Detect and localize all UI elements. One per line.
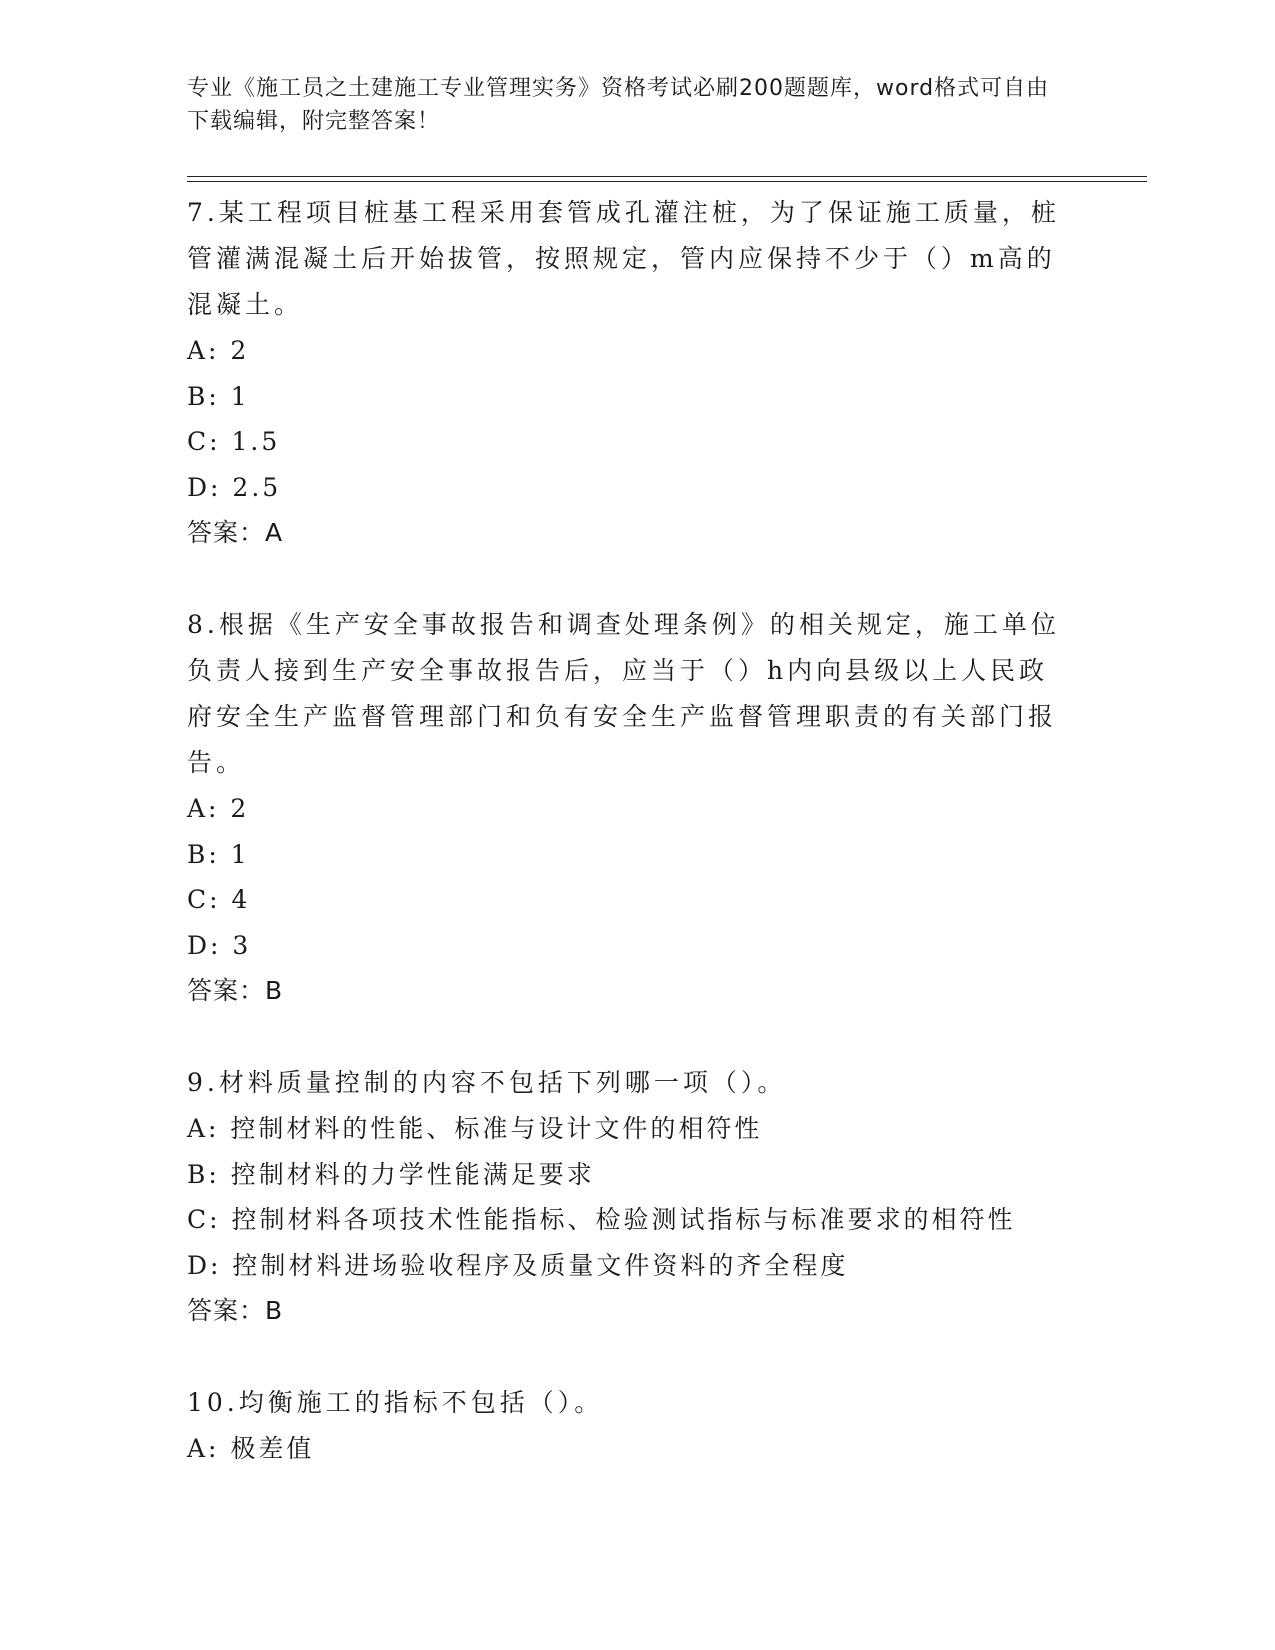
answer-line: 答案：B	[187, 1296, 284, 1325]
question-8	[187, 602, 1147, 1014]
question-7	[187, 190, 1147, 556]
option-a: A: 极差值	[187, 1434, 315, 1463]
question-text: 8.根据《生产安全事故报告和调查处理条例》的相关规定，施工单位负责人接到生产安全事故报告后，应当于（）h内向县级以上人民政府安全生产监督管理部门和负有安全生产监督管理职责的有关部门报告。	[187, 610, 1060, 777]
question-text: 7.某工程项目桩基工程采用套管成孔灌注桩，为了保证施工质量，桩管灌满混凝土后开始拔管，按照规定，管内应保持不少于（）m高的混凝土。	[187, 198, 1060, 319]
document-page	[187, 72, 1147, 1518]
question-9	[187, 1060, 1147, 1334]
option-b: B: 1	[187, 381, 250, 411]
document-header: 专业《施工员之土建施工专业管理实务》资格考试必刷200题题库，word格式可自由下载编辑，附完整答案！	[187, 76, 1050, 134]
option-a: A: 2	[187, 336, 250, 365]
option-d: D: 2.5	[187, 472, 282, 502]
option-c: C: 4	[187, 885, 251, 914]
option-c: C: 1.5	[187, 427, 281, 456]
header-divider	[187, 176, 1147, 182]
option-d: D: 控制材料进场验收程序及质量文件资料的齐全程度	[187, 1250, 849, 1280]
option-a: A: 2	[187, 794, 250, 823]
option-d: D: 3	[187, 930, 252, 960]
answer-line: 答案：B	[187, 976, 284, 1005]
question-text: 10.均衡施工的指标不包括（）。	[187, 1388, 604, 1417]
option-b: B: 1	[187, 839, 250, 869]
option-c: C: 控制材料各项技术性能指标、检验测试指标与标准要求的相符性	[187, 1205, 1016, 1234]
option-b: B: 控制材料的力学性能满足要求	[187, 1159, 595, 1189]
question-list	[187, 190, 1147, 1472]
answer-line: 答案：A	[187, 518, 284, 547]
option-a: A: 控制材料的性能、标准与设计文件的相符性	[187, 1114, 763, 1143]
question-text: 9.材料质量控制的内容不包括下列哪一项（）。	[187, 1068, 787, 1097]
question-10	[187, 1380, 1147, 1472]
